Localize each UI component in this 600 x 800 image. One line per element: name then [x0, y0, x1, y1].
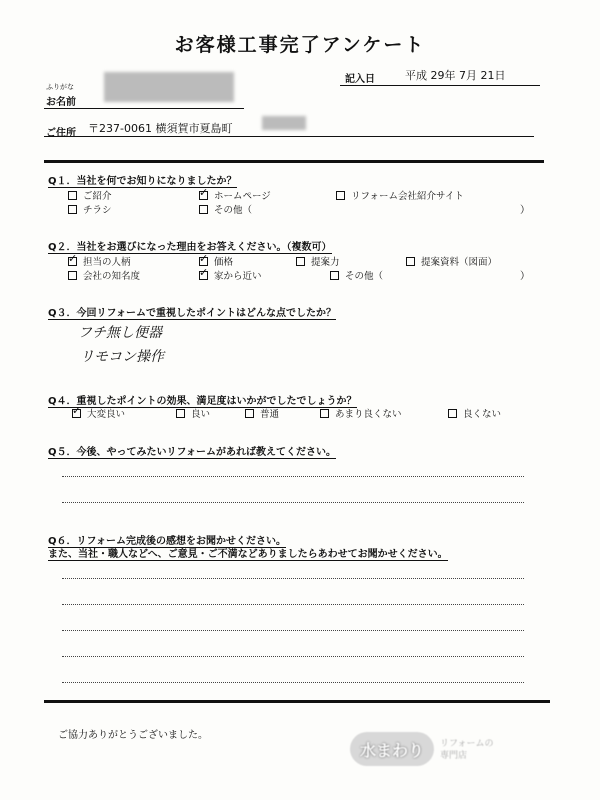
checkbox[interactable] — [68, 191, 77, 200]
checkbox[interactable] — [406, 257, 415, 266]
checkbox[interactable] — [320, 409, 329, 418]
address-underline — [44, 136, 534, 137]
answer-line[interactable] — [62, 682, 524, 683]
q3-answer: フチ無し便器 — [78, 325, 162, 341]
q2-label: Q２．当社をお選びになった理由をお答えください。（複数可） — [48, 238, 332, 254]
form-title: お客様工事完了アンケート — [174, 34, 426, 56]
q4-option[interactable]: 普通 — [245, 406, 279, 420]
checkbox-checked[interactable] — [199, 191, 208, 200]
q4-option[interactable]: ✓ 大変良い — [72, 406, 125, 420]
answer-line[interactable] — [62, 604, 524, 605]
checkbox-checked[interactable] — [199, 271, 208, 280]
q2-option[interactable]: ✓ 担当の人柄 — [68, 254, 131, 268]
answer-line[interactable] — [62, 630, 524, 631]
q1-close-paren: ） — [520, 205, 530, 216]
q4-option[interactable]: 良い — [176, 406, 210, 420]
footer-divider — [44, 700, 550, 703]
q1-option[interactable]: チラシ — [68, 202, 112, 216]
answer-line[interactable] — [62, 476, 524, 477]
checkbox[interactable] — [199, 205, 208, 214]
checkbox[interactable] — [245, 409, 254, 418]
q6-label: Q６．リフォーム完成後の感想をお聞かせください。 — [48, 532, 286, 548]
q3-answer: リモコン操作 — [80, 349, 164, 365]
answer-line[interactable] — [62, 656, 524, 657]
date-label: 記入日 — [345, 74, 375, 85]
name-label: お名前 — [46, 97, 76, 108]
checkbox[interactable] — [330, 271, 339, 280]
checkbox[interactable] — [176, 409, 185, 418]
q2-option[interactable]: 会社の知名度 — [68, 268, 140, 282]
q1-option[interactable]: その他（ — [199, 202, 252, 216]
q2-option[interactable]: 提案資料（図面） — [406, 254, 497, 268]
q1-option[interactable]: リフォーム会社紹介サイト — [336, 188, 464, 202]
checkbox-checked[interactable] — [72, 409, 81, 418]
q2-option[interactable]: その他（ — [330, 268, 383, 282]
checkbox[interactable] — [296, 257, 305, 266]
q1-option[interactable]: ご紹介 — [68, 188, 112, 202]
checkbox[interactable] — [336, 191, 345, 200]
q5-label: Q５．今後、やってみたいリフォームがあれば教えてください。 — [48, 443, 336, 459]
furigana-label: ふりがな — [46, 83, 74, 91]
date-underline — [340, 85, 540, 86]
q3-label: Q３．今回リフォームで重視したポイントはどんな点でしたか？ — [48, 304, 336, 320]
checkbox-checked[interactable] — [68, 257, 77, 266]
q2-option[interactable]: ✓ 価格 — [199, 254, 233, 268]
thanks-text: ご協力ありがとうございました。 — [58, 730, 208, 741]
date-value: 平成 29年 7月 21日 — [405, 69, 506, 82]
checkbox[interactable] — [68, 271, 77, 280]
q4-option[interactable]: 良くない — [448, 406, 501, 420]
q2-close-paren: ） — [520, 271, 530, 282]
q1-label: Q１．当社を何でお知りになりましたか？ — [48, 172, 237, 188]
header-divider — [44, 160, 544, 163]
answer-line[interactable] — [62, 578, 524, 579]
name-underline — [44, 108, 244, 109]
redacted-name — [104, 72, 234, 102]
company-tagline: リフォームの 専門店 — [440, 739, 494, 761]
answer-line[interactable] — [62, 502, 524, 503]
checkbox[interactable] — [68, 205, 77, 214]
q6-sub-label: また、当社・職人などへ、ご意見・ご不満などありましたらあわせてお聞かせください。 — [48, 545, 448, 561]
q2-option[interactable]: ✓ 家から近い — [199, 268, 262, 282]
redacted-address — [262, 116, 306, 130]
q4-option[interactable]: あまり良くない — [320, 406, 402, 420]
q4-label: Q４．重視したポイントの効果、満足度はいかがでしたでしょうか？ — [48, 392, 357, 408]
q2-option[interactable]: 提案力 — [296, 254, 340, 268]
q1-option[interactable]: ✓ ホームページ — [199, 188, 271, 202]
address-label: ご住所 — [46, 128, 76, 139]
checkbox-checked[interactable] — [199, 257, 208, 266]
checkbox[interactable] — [448, 409, 457, 418]
company-logo: 水まわり — [350, 732, 434, 766]
address-value: 〒237-0061 横須賀市夏島町 — [88, 122, 233, 135]
